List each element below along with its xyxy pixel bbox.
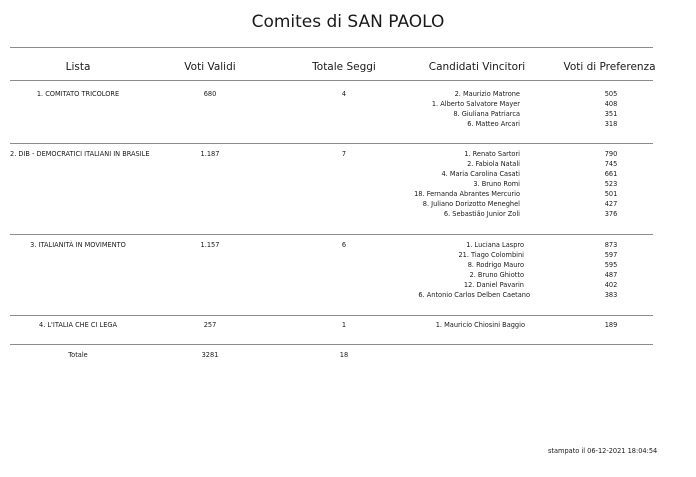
total-voti-validi: 3281 [201, 351, 219, 359]
candidate-name: 8. Rodrigo Mauro [467, 261, 524, 269]
row-1-divider [10, 143, 653, 144]
candidate-name: 8. Giuliana Patriarca [453, 110, 520, 118]
candidate-name: 2. Bruno Ghiotto [469, 271, 524, 279]
page-title: Comites di SAN PAOLO [251, 12, 445, 32]
header-voti-preferenza: Voti di Preferenza [563, 61, 656, 73]
candidate-name: 2. Maurizio Matrone [454, 90, 520, 98]
row-2-preferenze [596, 149, 626, 219]
preference-votes: 402 [604, 281, 618, 289]
preference-votes: 790 [604, 150, 618, 158]
row-4-preferenze [596, 320, 626, 330]
preference-votes: 661 [604, 170, 618, 178]
header-voti-validi: Voti Validi [184, 61, 236, 73]
candidate-name: 6. Sebastião Junior Zoli [443, 210, 520, 218]
row-3-divider [10, 315, 653, 316]
row-2-divider [10, 234, 653, 235]
candidate-name: 1. Renato Sartori [464, 150, 520, 158]
row-1-voti-validi: 680 [203, 90, 217, 98]
candidate-name: 12. Daniel Pavarin [463, 281, 524, 289]
candidate-name: 1. Luciana Laspro [466, 241, 524, 249]
candidate-name: 1. Alberto Salvatore Mayer [431, 100, 520, 108]
row-3-preferenze [596, 240, 626, 300]
candidate-name: 6. Antonio Carlos Delben Caetano [418, 291, 530, 299]
total-seggi: 18 [339, 351, 349, 359]
preference-votes: 427 [604, 200, 618, 208]
total-label: Totale [68, 351, 88, 359]
header-candidati-vincitori: Candidati Vincitori [428, 61, 526, 73]
preference-votes: 376 [604, 210, 618, 218]
row-3-seggi: 6 [341, 241, 347, 249]
row-4-lista: 4. L'ITALIA CHE CI LEGA [39, 321, 117, 329]
row-4-divider [10, 344, 653, 345]
row-4-candidati [400, 320, 525, 330]
preference-votes: 383 [604, 291, 618, 299]
preference-votes: 873 [604, 241, 618, 249]
preference-votes: 351 [604, 110, 618, 118]
preference-votes: 505 [604, 90, 618, 98]
row-3-voti-validi: 1.157 [200, 241, 220, 249]
row-3-candidati [400, 240, 530, 300]
preference-votes: 408 [604, 100, 618, 108]
row-2-candidati [400, 149, 520, 219]
row-1-preferenze [596, 89, 626, 129]
header-bottom-rule [10, 80, 653, 81]
candidate-name: 18. Fernanda Abrantes Mercurio [414, 190, 520, 198]
row-1-lista: 1. COMITATO TRICOLORE [36, 90, 120, 98]
header-top-rule [10, 47, 653, 48]
row-4-seggi: 1 [341, 321, 347, 329]
candidate-name: 6. Matteo Arcari [467, 120, 520, 128]
header-lista: Lista [65, 61, 91, 73]
preference-votes: 189 [604, 321, 618, 329]
candidate-name: 21. Tiago Colombini [458, 251, 524, 259]
row-2-lista: 2. DIB - DEMOCRATICI ITALIANI IN BRASILE [10, 150, 150, 158]
preference-votes: 597 [604, 251, 618, 259]
preference-votes: 487 [604, 271, 618, 279]
candidate-name: 4. Maria Carolina Casati [441, 170, 520, 178]
preference-votes: 595 [604, 261, 618, 269]
row-2-seggi: 7 [341, 150, 347, 158]
print-timestamp: stampato il 06-12-2021 18:04:54 [548, 447, 658, 455]
candidate-name: 2. Fabiola Natali [467, 160, 520, 168]
row-1-candidati [400, 89, 520, 129]
preference-votes: 318 [604, 120, 618, 128]
row-3-lista: 3. ITALIANITÀ IN MOVIMENTO [30, 241, 126, 249]
preference-votes: 501 [604, 190, 618, 198]
row-2-voti-validi: 1.187 [200, 150, 220, 158]
row-4-voti-validi: 257 [203, 321, 217, 329]
candidate-name: 3. Bruno Romi [473, 180, 520, 188]
candidate-name: 1. Mauricio Chiosini Baggio [435, 321, 525, 329]
header-totale-seggi: Totale Seggi [312, 61, 376, 73]
preference-votes: 523 [604, 180, 618, 188]
preference-votes: 745 [604, 160, 618, 168]
row-1-seggi: 4 [341, 90, 347, 98]
candidate-name: 8. Juliano Dorizotto Meneghel [422, 200, 520, 208]
